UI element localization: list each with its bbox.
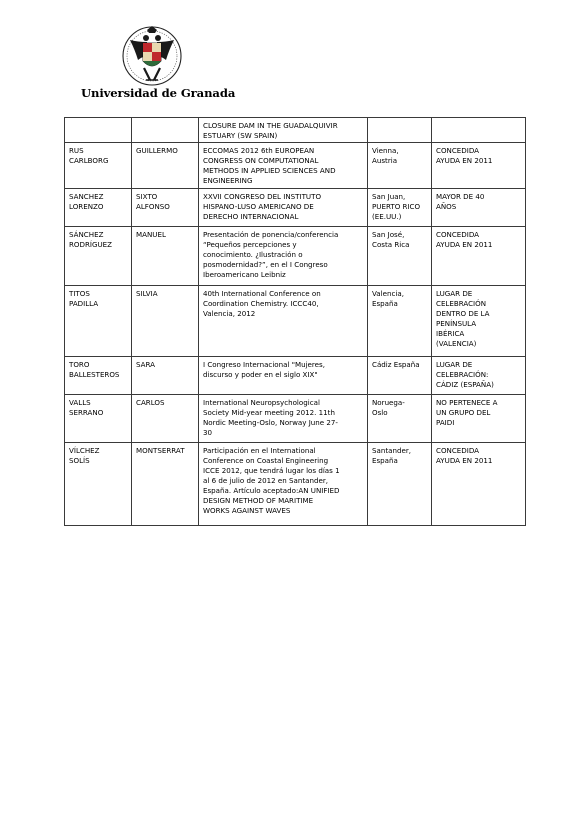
location-cell: Valencia, España [368,286,432,357]
table-row [65,189,526,227]
status-cell: CONCEDIDA AYUDA EN 2011 [432,143,526,189]
event-cell: 40th International Conference on Coordination Chemistry. ICCC40, Valencia, 2012 [199,286,368,357]
status-cell: NO PERTENECE A UN GRUPO DEL PAIDI [432,395,526,443]
surname-cell: TITOS PADILLA [65,286,132,357]
table-row [65,357,526,395]
event-cell: XXVII CONGRESO DEL INSTITUTO HISPANO-LUSO AMERICANO DE DERECHO INTERNACIONAL [199,189,368,227]
status-cell: LUGAR DE CELEBRACIÓN: CÁDIZ (ESPAÑA) [432,357,526,395]
surname-cell [65,118,132,143]
table-row [65,227,526,286]
first-name-cell: SIXTO ALFONSO [132,189,199,227]
location-cell: Noruega- Oslo [368,395,432,443]
university-coat-of-arms-icon [121,24,183,88]
status-cell: LUGAR DE CELEBRACIÓN DENTRO DE LA PENÍNSULA IBÉRICA (VALENCIA) [432,286,526,357]
event-cell: ECCOMAS 2012 6th EUROPEAN CONGRESS ON COMPUTATIONAL METHODS IN APPLIED SCIENCES AND ENGINEERING [199,143,368,189]
location-cell [368,118,432,143]
first-name-cell: CARLOS [132,395,199,443]
table-row [65,286,526,357]
first-name-cell [132,118,199,143]
surname-cell: VALLS SERRANO [65,395,132,443]
first-name-cell: SILVIA [132,286,199,357]
event-cell: Presentación de ponencia/conferencia “Pequeños percepciones y conocimiento. ¿Ilustración o posmodernidad?”, en el I Congreso Iberoamericano Leibniz [199,227,368,286]
event-cell: Participación en el International Conference on Coastal Engineering ICCE 2012, que tendrá lugar los días 1 al 6 de julio de 2012 en Santander, España. Artículo aceptado:AN UNIFIED DESIGN METHOD OF MARITIME WORKS AGAINST WAVES [199,443,368,526]
location-cell: San Juan, PUERTO RICO (EE.UU.) [368,189,432,227]
table-row [65,143,526,189]
table-row [65,118,526,143]
event-cell: International Neuropsychological Society Mid-year meeting 2012. 11th Nordic Meeting-Oslo, Norway June 27- 30 [199,395,368,443]
surname-cell: TORO BALLESTEROS [65,357,132,395]
surname-cell: VÍLCHEZ SOLÍS [65,443,132,526]
location-cell: Santander, España [368,443,432,526]
location-cell: Cádiz España [368,357,432,395]
surname-cell: SANCHEZ LORENZO [65,189,132,227]
table-row [65,443,526,526]
first-name-cell: MONTSERRAT [132,443,199,526]
grant-applications-table [64,117,526,526]
status-cell: CONCEDIDA AYUDA EN 2011 [432,443,526,526]
event-cell: I Congreso Internacional "Mujeres, discurso y poder en el siglo XIX" [199,357,368,395]
location-cell: San José, Costa Rica [368,227,432,286]
status-cell: MAYOR DE 40 AÑOS [432,189,526,227]
first-name-cell: MANUEL [132,227,199,286]
event-cell: CLOSURE DAM IN THE GUADALQUIVIR ESTUARY (SW SPAIN) [199,118,368,143]
status-cell [432,118,526,143]
first-name-cell: SARA [132,357,199,395]
table-row [65,395,526,443]
surname-cell: SÁNCHEZ RODRÍGUEZ [65,227,132,286]
surname-cell: RUS CARLBORG [65,143,132,189]
first-name-cell: GUILLERMO [132,143,199,189]
location-cell: Vienna, Austria [368,143,432,189]
status-cell: CONCEDIDA AYUDA EN 2011 [432,227,526,286]
institution-name: Universidad de Granada [81,86,236,100]
